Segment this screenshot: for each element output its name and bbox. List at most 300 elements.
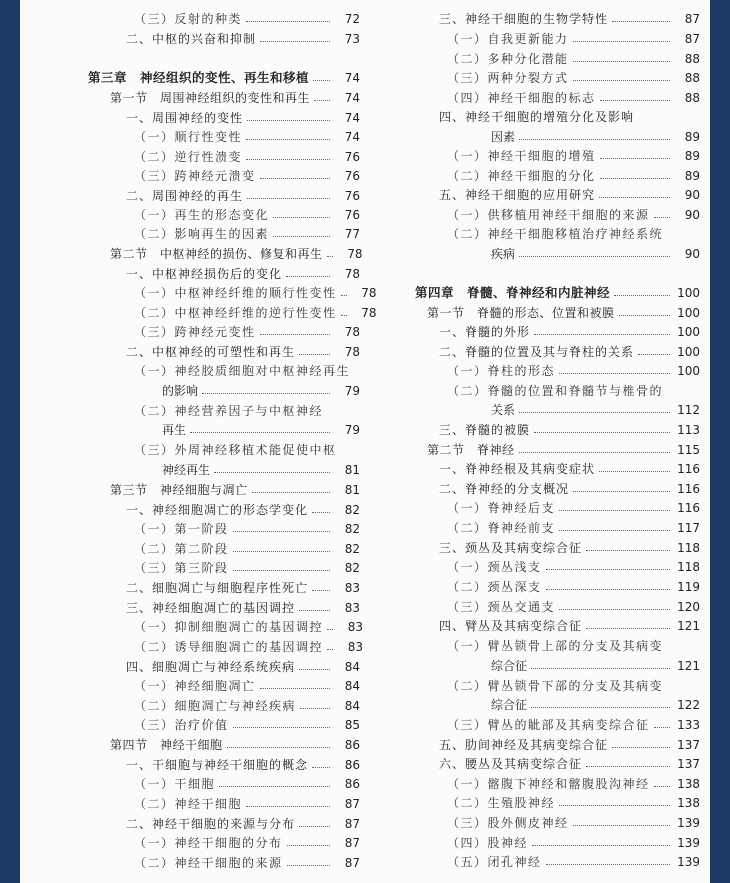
toc-leader-dots [654, 786, 670, 787]
toc-entry [30, 241, 363, 261]
toc-page-number: 87 [684, 12, 700, 26]
toc-leader-dots [654, 727, 670, 728]
toc-entry-title: 二、神经干细胞的来源与分布 [126, 817, 296, 831]
toc-leader-dots [654, 217, 670, 218]
toc-entry [395, 124, 700, 144]
toc-leader-dots [327, 649, 333, 650]
toc-page-number: 85 [344, 718, 360, 732]
toc-entry [30, 595, 360, 615]
toc-page-number: 112 [677, 403, 700, 417]
toc-leader-dots [638, 354, 670, 355]
toc-entry [395, 202, 700, 222]
toc-page-number: 87 [344, 797, 360, 811]
toc-entry-title: 再生 [162, 423, 187, 437]
toc-leader-dots [246, 21, 330, 22]
toc-leader-dots [559, 530, 670, 531]
toc-entry-title: 一、干细胞与神经干细胞的概念 [126, 758, 309, 772]
toc-entry [395, 613, 700, 633]
toc-leader-dots [612, 21, 670, 22]
toc-leader-dots [599, 471, 670, 472]
toc-entry [395, 751, 700, 771]
toc-leader-dots [327, 256, 333, 257]
toc-entry [395, 221, 700, 241]
toc-page-number: 74 [344, 111, 360, 125]
toc-page-number: 84 [344, 699, 360, 713]
toc-entry-title: （三）跨神经元溃变 [134, 169, 256, 183]
toc-entry [395, 300, 700, 320]
toc-page-number: 74 [344, 91, 360, 105]
toc-entry [395, 182, 700, 202]
toc-page-number: 89 [684, 130, 700, 144]
toc-entry [30, 555, 360, 575]
toc-leader-dots [586, 550, 670, 551]
toc-entry-title: （三）反射的种类 [134, 12, 243, 26]
toc-leader-dots [246, 139, 330, 140]
toc-entry-title: 二、脊髓的位置及其与脊柱的关系 [439, 345, 635, 359]
toc-entry-title: （二）神经干细胞的来源 [134, 856, 283, 870]
toc-page-number: 116 [677, 482, 700, 496]
toc-entry-title: （二）多种分化潜能 [447, 52, 569, 66]
toc-page-number: 78 [361, 286, 377, 300]
toc-entry [395, 515, 700, 535]
toc-entry [30, 654, 360, 674]
toc-entry [30, 712, 360, 732]
toc-leader-dots [252, 492, 330, 493]
toc-entry [395, 535, 700, 555]
toc-page-number: 78 [361, 306, 377, 320]
toc-entry [30, 202, 360, 222]
toc-leader-dots [260, 41, 330, 42]
toc-entry-title: （二）细胞凋亡与神经疾病 [134, 699, 297, 713]
toc-entry-title: 三、脊髓的被膜 [439, 423, 531, 437]
toc-entry-title: （一）颈丛浅支 [447, 560, 542, 574]
toc-page-number: 90 [684, 208, 700, 222]
toc-entry [395, 495, 700, 515]
toc-leader-dots [586, 628, 670, 629]
toc-leader-dots [612, 747, 670, 748]
toc-entry [30, 358, 360, 378]
toc-entry [395, 673, 700, 693]
toc-entry-title: 第三节 神经细胞与凋亡 [110, 483, 248, 497]
toc-leader-dots [600, 158, 670, 159]
toc-page-number: 78 [344, 325, 360, 339]
toc-page-number: 118 [677, 541, 700, 555]
toc-entry [30, 732, 360, 752]
toc-entry-title: 四、臂丛及其病变综合征 [439, 619, 583, 633]
toc-leader-dots [600, 100, 670, 101]
toc-entry [30, 6, 360, 26]
toc-entry [30, 811, 360, 831]
toc-leader-dots [573, 61, 670, 62]
toc-entry [395, 476, 700, 496]
toc-entry-title: 三、神经细胞凋亡的基因调控 [126, 601, 296, 615]
toc-page-number: 78 [344, 345, 360, 359]
toc-leader-dots [519, 256, 670, 257]
toc-entry-title: 第二节 脊神经 [427, 443, 515, 457]
toc-leader-dots [287, 865, 330, 866]
toc-entry [395, 692, 700, 712]
toc-entry [30, 850, 360, 870]
toc-entry-title: （三）臂丛的眦部及其病变综合征 [447, 718, 650, 732]
toc-entry-title: （一）顺行性变性 [134, 130, 243, 144]
toc-entry [395, 417, 700, 437]
toc-page-number: 74 [344, 130, 360, 144]
toc-entry [395, 104, 700, 124]
toc-entry [30, 398, 360, 418]
toc-page-number: 117 [677, 521, 700, 535]
toc-entry-title: 五、肋间神经及其病变综合征 [439, 738, 609, 752]
toc-page-number: 86 [344, 738, 360, 752]
toc-entry-title: （二）神经干细胞移植治疗神经系统 [447, 227, 664, 241]
toc-page-number: 100 [677, 364, 700, 378]
toc-entry-title: （二）脊髓的位置和脊髓节与椎骨的 [447, 384, 664, 398]
toc-entry-title: 疾病 [491, 247, 516, 261]
toc-page-number: 88 [684, 52, 700, 66]
toc-page-number: 119 [677, 580, 700, 594]
toc-entry [395, 653, 700, 673]
toc-page-number: 73 [344, 32, 360, 46]
toc-entry [395, 280, 700, 300]
toc-entry [30, 497, 360, 517]
toc-entry [395, 378, 700, 398]
toc-leader-dots [299, 610, 330, 611]
toc-entry [30, 183, 360, 203]
toc-leader-dots [573, 825, 670, 826]
toc-leader-dots [546, 589, 670, 590]
toc-page-number: 87 [344, 817, 360, 831]
toc-entry-title: （一）神经细胞凋亡 [134, 679, 256, 693]
toc-entry-title: （三）股外侧皮神经 [447, 816, 569, 830]
toc-entry-title: （一）干细胞 [134, 777, 216, 791]
toc-entry-title: （五）闭孔神经 [447, 855, 542, 869]
toc-entry-title: （二）中枢神经纤维的逆行性变性 [134, 306, 337, 320]
toc-page-number: 120 [677, 600, 700, 614]
toc-entry [30, 300, 377, 320]
toc-entry-title: （三）颈丛交通支 [447, 600, 556, 614]
toc-leader-dots [573, 80, 670, 81]
toc-entry [395, 456, 700, 476]
toc-page-number: 89 [684, 149, 700, 163]
toc-page-number: 118 [677, 560, 700, 574]
toc-entry-title: （一）中枢神经纤维的顺行性变性 [134, 286, 337, 300]
toc-page-number: 81 [344, 463, 360, 477]
toc-entry [30, 673, 360, 693]
toc-leader-dots [202, 393, 330, 394]
toc-entry-title: 第一节 脊髓的形态、位置和被膜 [427, 306, 615, 320]
toc-entry [30, 575, 360, 595]
toc-page-number: 100 [677, 286, 700, 300]
toc-entry [30, 536, 360, 556]
toc-entry-title: （一）自我更新能力 [447, 32, 569, 46]
toc-entry [395, 712, 700, 732]
toc-page-number: 72 [344, 12, 360, 26]
toc-leader-dots [246, 159, 330, 160]
toc-entry [30, 437, 360, 457]
toc-leader-dots [233, 551, 330, 552]
toc-entry [30, 771, 360, 791]
toc-leader-dots [600, 178, 670, 179]
toc-entry [30, 65, 360, 85]
toc-leader-dots [300, 708, 330, 709]
toc-leader-dots [299, 669, 330, 670]
toc-entry-title: 综合征 [491, 698, 528, 712]
toc-page-number: 121 [677, 619, 700, 633]
toc-entry-title: （一）神经胶质细胞对中枢神经再生 [134, 364, 351, 378]
toc-page-number: 83 [347, 640, 364, 654]
toc-entry-title: 的影响 [162, 384, 199, 398]
toc-entry [395, 6, 700, 26]
toc-page-number: 87 [344, 856, 360, 870]
toc-entry-title: （三）第三阶段 [134, 561, 229, 575]
toc-entry-title: （一）神经干细胞的分布 [134, 836, 283, 850]
toc-entry-title: 因素 [491, 130, 516, 144]
toc-entry-title: 五、神经干细胞的应用研究 [439, 188, 596, 202]
toc-leader-dots [519, 452, 670, 453]
toc-page-number: 82 [344, 503, 360, 517]
toc-leader-dots [260, 178, 330, 179]
toc-entry [395, 633, 700, 653]
toc-page-number: 87 [684, 32, 700, 46]
toc-leader-dots [573, 491, 670, 492]
toc-leader-dots [313, 80, 330, 81]
toc-leader-dots [531, 707, 670, 708]
toc-entry-title: （三）跨神经元变性 [134, 325, 256, 339]
toc-page-number: 81 [344, 483, 360, 497]
toc-entry-title: （二）神经干细胞 [134, 797, 243, 811]
toc-page-number: 116 [677, 501, 700, 515]
toc-entry [395, 594, 700, 614]
toc-entry-title: （二）神经营养因子与中枢神经 [134, 404, 324, 418]
toc-entry-title: 二、细胞凋亡与细胞程序性死亡 [126, 581, 309, 595]
toc-leader-dots [573, 41, 670, 42]
toc-leader-dots [299, 826, 330, 827]
toc-leader-dots [312, 590, 330, 591]
toc-entry [30, 124, 360, 144]
toc-entry-title: （二）第二阶段 [134, 542, 229, 556]
toc-entry-title: （三）治疗价值 [134, 718, 229, 732]
toc-leader-dots [214, 472, 330, 473]
toc-leader-dots [559, 510, 670, 511]
toc-entry [395, 849, 700, 869]
toc-entry [395, 790, 700, 810]
toc-leader-dots [312, 767, 330, 768]
toc-page-number: 88 [684, 91, 700, 105]
toc-entry [30, 221, 360, 241]
toc-entry [395, 85, 700, 105]
toc-leader-dots [286, 276, 330, 277]
toc-entry-title: （四）股神经 [447, 836, 529, 850]
toc-page-number: 84 [344, 660, 360, 674]
toc-entry [30, 26, 360, 46]
toc-leader-dots [246, 806, 330, 807]
toc-entry [395, 241, 700, 261]
toc-entry-title: （四）神经干细胞的标志 [447, 91, 596, 105]
toc-entry-title: 第四节 神经干细胞 [110, 738, 223, 752]
toc-page-number: 113 [677, 423, 700, 437]
toc-entry [30, 614, 364, 634]
toc-page-number: 137 [677, 738, 700, 752]
toc-entry-title: （二）神经干细胞的分化 [447, 169, 596, 183]
toc-page-number: 87 [344, 836, 360, 850]
toc-entry [395, 830, 700, 850]
toc-entry [30, 791, 360, 811]
toc-entry [395, 143, 700, 163]
toc-leader-dots [299, 354, 330, 355]
toc-entry-title: （二）臂丛锁骨下部的分支及其病变 [447, 679, 664, 693]
toc-entry-title: （一）脊神经后支 [447, 501, 556, 515]
toc-entry [395, 319, 700, 339]
toc-entry [30, 516, 360, 536]
toc-entry-title: 一、神经细胞凋亡的形态学变化 [126, 503, 309, 517]
toc-leader-dots [519, 139, 670, 140]
toc-page-number: 100 [677, 345, 700, 359]
toc-leader-dots [233, 570, 330, 571]
toc-entry [30, 280, 377, 300]
toc-page-number: 78 [344, 267, 360, 281]
toc-entry [30, 319, 360, 339]
toc-entry-title: 一、脊神经根及其病变症状 [439, 462, 596, 476]
toc-page-number: 138 [677, 796, 700, 810]
toc-leader-dots [599, 197, 670, 198]
toc-page-number: 138 [677, 777, 700, 791]
toc-entry-title: （一）供移植用神经干细胞的来源 [447, 208, 650, 222]
toc-entry [395, 65, 700, 85]
toc-entry-title: 第一节 周围神经组织的变性和再生 [110, 91, 311, 105]
toc-leader-dots [227, 747, 330, 748]
toc-leader-dots [312, 512, 330, 513]
toc-entry [30, 693, 360, 713]
toc-entry-title: 神经再生 [162, 463, 211, 477]
toc-leader-dots [559, 609, 670, 610]
toc-entry [395, 554, 700, 574]
toc-page-number: 82 [344, 542, 360, 556]
toc-entry [395, 732, 700, 752]
toc-page-number: 76 [344, 150, 360, 164]
toc-entry-title: （一）神经干细胞的增殖 [447, 149, 596, 163]
toc-leader-dots [532, 845, 670, 846]
toc-leader-dots [519, 412, 670, 413]
toc-entry-title: 四、神经干细胞的增殖分化及影响 [439, 110, 635, 124]
toc-page-number: 82 [344, 522, 360, 536]
toc-entry-title: （二）颈丛深支 [447, 580, 542, 594]
toc-entry [30, 85, 360, 105]
toc-entry-title: （二）影响再生的因素 [134, 227, 270, 241]
toc-leader-dots [341, 315, 347, 316]
toc-page-number: 116 [677, 462, 700, 476]
toc-entry [395, 26, 700, 46]
toc-entry-title: 三、颈丛及其病变综合征 [439, 541, 583, 555]
toc-entry [30, 261, 360, 281]
toc-page-number: 100 [677, 306, 700, 320]
toc-page-number: 86 [344, 758, 360, 772]
toc-page-number: 82 [344, 561, 360, 575]
toc-page-number: 74 [344, 71, 360, 85]
toc-entry-title: 一、脊髓的外形 [439, 325, 531, 339]
toc-entry [395, 358, 700, 378]
toc-leader-dots [534, 432, 670, 433]
toc-page-number: 79 [344, 384, 360, 398]
toc-leader-dots [273, 236, 330, 237]
toc-leader-dots [190, 432, 330, 433]
toc-page-number: 83 [344, 581, 360, 595]
toc-entry-title: （三）两种分裂方式 [447, 71, 569, 85]
toc-entry-title: 一、周围神经的变性 [126, 111, 244, 125]
toc-entry-title: （二）逆行性溃变 [134, 150, 243, 164]
toc-entry [395, 339, 700, 359]
toc-entry [30, 457, 360, 477]
toc-leader-dots [260, 334, 330, 335]
toc-entry [30, 634, 364, 654]
toc-entry [30, 417, 360, 437]
toc-entry-title: 第二节 中枢神经的损伤、修复和再生 [110, 247, 323, 261]
toc-leader-dots [559, 805, 670, 806]
toc-entry-title: 第四章 脊髓、脊神经和内脏神经 [415, 285, 611, 300]
toc-page-number: 133 [677, 718, 700, 732]
toc-page-number: 76 [344, 169, 360, 183]
toc-page-number: 77 [344, 227, 360, 241]
toc-entry [395, 437, 700, 457]
toc-entry-title: （一）脊柱的形态 [447, 364, 556, 378]
toc-entry [395, 163, 700, 183]
toc-entry-title: 二、中枢神经的可塑性和再生 [126, 345, 296, 359]
toc-entry-title: 六、腰丛及其病变综合征 [439, 757, 583, 771]
toc-leader-dots [260, 688, 330, 689]
toc-entry-title: （二）脊神经前支 [447, 521, 556, 535]
toc-entry-title: （三）外周神经移植术能促使中枢 [134, 443, 337, 457]
toc-leader-dots [546, 864, 670, 865]
toc-page-number: 139 [677, 855, 700, 869]
toc-page-number: 100 [677, 325, 700, 339]
toc-leader-dots [546, 569, 670, 570]
toc-entry [395, 771, 700, 791]
toc-entry [30, 378, 360, 398]
toc-entry-title: （二）诱导细胞凋亡的基因调控 [134, 640, 324, 654]
toc-entry-title: 二、脊神经的分支概况 [439, 482, 570, 496]
toc-entry [395, 397, 700, 417]
toc-leader-dots [531, 668, 670, 669]
toc-entry-title: 关系 [491, 403, 516, 417]
toc-entry-title: （一）第一阶段 [134, 522, 229, 536]
toc-entry-title: 第三章 神经组织的变性、再生和移植 [88, 70, 310, 85]
toc-leader-dots [233, 727, 330, 728]
toc-leader-dots [287, 845, 330, 846]
toc-entry-title: （一）再生的形态变化 [134, 208, 270, 222]
toc-page-number: 121 [677, 659, 700, 673]
toc-entry-title: （一）抑制细胞凋亡的基因调控 [134, 620, 324, 634]
toc-leader-dots [247, 198, 330, 199]
toc-entry [30, 144, 360, 164]
toc-entry [30, 105, 360, 125]
toc-entry [395, 46, 700, 66]
toc-page-number: 122 [677, 698, 700, 712]
toc-leader-dots [273, 217, 330, 218]
toc-entry [30, 339, 360, 359]
toc-page-number: 88 [684, 71, 700, 85]
toc-leader-dots [233, 531, 330, 532]
toc-page-number: 90 [684, 188, 700, 202]
toc-page-number: 76 [344, 208, 360, 222]
toc-page-number: 76 [344, 189, 360, 203]
toc-entry-title: 三、神经干细胞的生物学特性 [439, 12, 609, 26]
toc-leader-dots [619, 315, 670, 316]
toc-page-number: 83 [347, 620, 364, 634]
toc-entry-title: （一）臂丛锁骨上部的分支及其病变 [447, 639, 664, 653]
toc-entry [30, 163, 360, 183]
toc-page-number: 115 [677, 443, 700, 457]
toc-leader-dots [586, 766, 670, 767]
toc-page-number: 90 [684, 247, 700, 261]
toc-entry [395, 810, 700, 830]
